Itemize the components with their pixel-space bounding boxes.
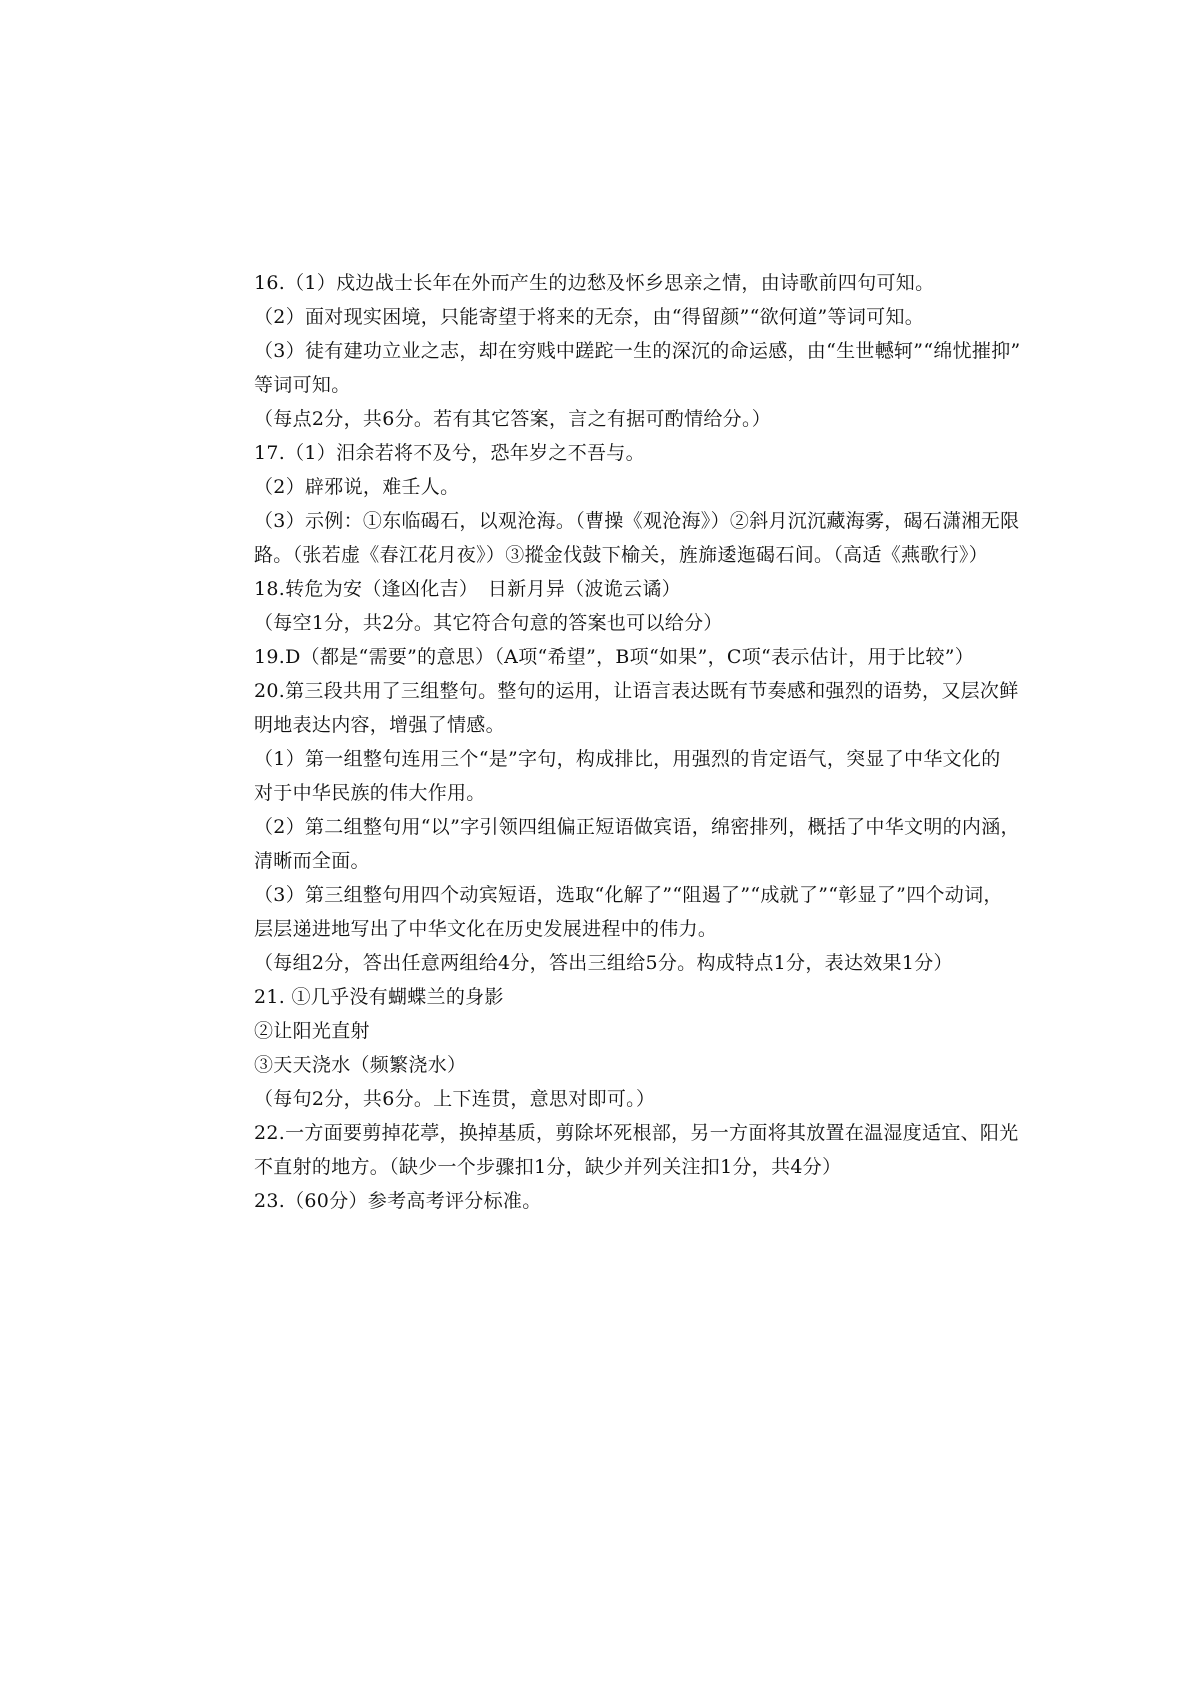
- answer-23: 23.（60分）参考高考评分标准。: [254, 1190, 542, 1212]
- answer-16-part-1: 16.（1）戍边战士长年在外而产生的边愁及怀乡思亲之情，由诗歌前四句可知。: [254, 272, 935, 294]
- answer-16-part-3: （3）徒有建功立业之志，却在穷贱中蹉跎一生的深沉的命运感，由“生世轗轲”“绵忧摧抑”: [254, 340, 1021, 362]
- answer-21-item-2: ②让阳光直射: [254, 1020, 370, 1042]
- answer-20-part-2-continued: 清晰而全面。: [254, 850, 370, 872]
- answer-17-part-1: 17.（1）汨余若将不及兮，恐年岁之不吾与。: [254, 442, 645, 464]
- answer-17-part-2: （2）辟邪说，难壬人。: [254, 476, 460, 498]
- answer-20-part-1-continued: 对于中华民族的伟大作用。: [254, 782, 486, 804]
- answer-21-scoring-note: （每句2分，共6分。上下连贯，意思对即可。）: [254, 1088, 656, 1110]
- answer-19: 19.D（都是“需要”的意思）（A项“希望”，B项“如果”，C项“表示估计，用于比较”）: [254, 646, 975, 668]
- answer-20-part-3-continued: 层层递进地写出了中华文化在历史发展进程中的伟力。: [254, 918, 718, 940]
- answer-20-scoring-note: （每组2分，答出任意两组给4分，答出三组给5分。构成特点1分，表达效果1分）: [254, 952, 953, 974]
- answer-16-part-3-continued: 等词可知。: [254, 374, 351, 396]
- answer-17-part-3-continued: 路。（张若虚《春江花月夜》）③摐金伐鼓下榆关，旌旆逶迤碣石间。（高适《燕歌行》）: [254, 544, 989, 566]
- answer-21-item-3: ③天天浇水（频繁浇水）: [254, 1054, 467, 1076]
- answer-22-continued: 不直射的地方。（缺少一个步骤扣1分，缺少并列关注扣1分，共4分）: [254, 1156, 842, 1178]
- answer-16-part-2: （2）面对现实困境，只能寄望于将来的无奈，由“得留颜”“欲何道”等词可知。: [254, 306, 925, 328]
- answer-22: 22.一方面要剪掉花葶，换掉基质，剪除坏死根部，另一方面将其放置在温湿度适宜、阳光: [254, 1122, 1019, 1144]
- answer-20-part-2: （2）第二组整句用“以”字引领四组偏正短语做宾语，绵密排列，概括了中华文明的内涵，: [254, 816, 1020, 838]
- answer-16-scoring-note: （每点2分，共6分。若有其它答案，言之有据可酌情给分。）: [254, 408, 772, 430]
- answer-20-part-1: （1）第一组整句连用三个“是”字句，构成排比，用强烈的肯定语气，突显了中华文化的: [254, 748, 1001, 770]
- answer-18: 18.转危为安（逢凶化吉） 日新月异（波诡云谲）: [254, 578, 681, 600]
- answer-20-intro: 20.第三段共用了三组整句。整句的运用，让语言表达既有节奏感和强烈的语势，又层次鲜: [254, 680, 1019, 702]
- answer-key-text: [254, 266, 1021, 1218]
- answer-20-intro-continued: 明地表达内容，增强了情感。: [254, 714, 505, 736]
- answer-21-item-1: 21. ①几乎没有蝴蝶兰的身影: [254, 986, 504, 1008]
- answer-18-scoring-note: （每空1分，共2分。其它符合句意的答案也可以给分）: [254, 612, 723, 634]
- answer-20-part-3: （3）第三组整句用四个动宾短语，选取“化解了”“阻遏了”“成就了”“彰显了”四个动词，: [254, 884, 1003, 906]
- answer-17-part-3: （3）示例：①东临碣石，以观沧海。（曹操《观沧海》）②斜月沉沉藏海雾，碣石潇湘无限: [254, 510, 1020, 532]
